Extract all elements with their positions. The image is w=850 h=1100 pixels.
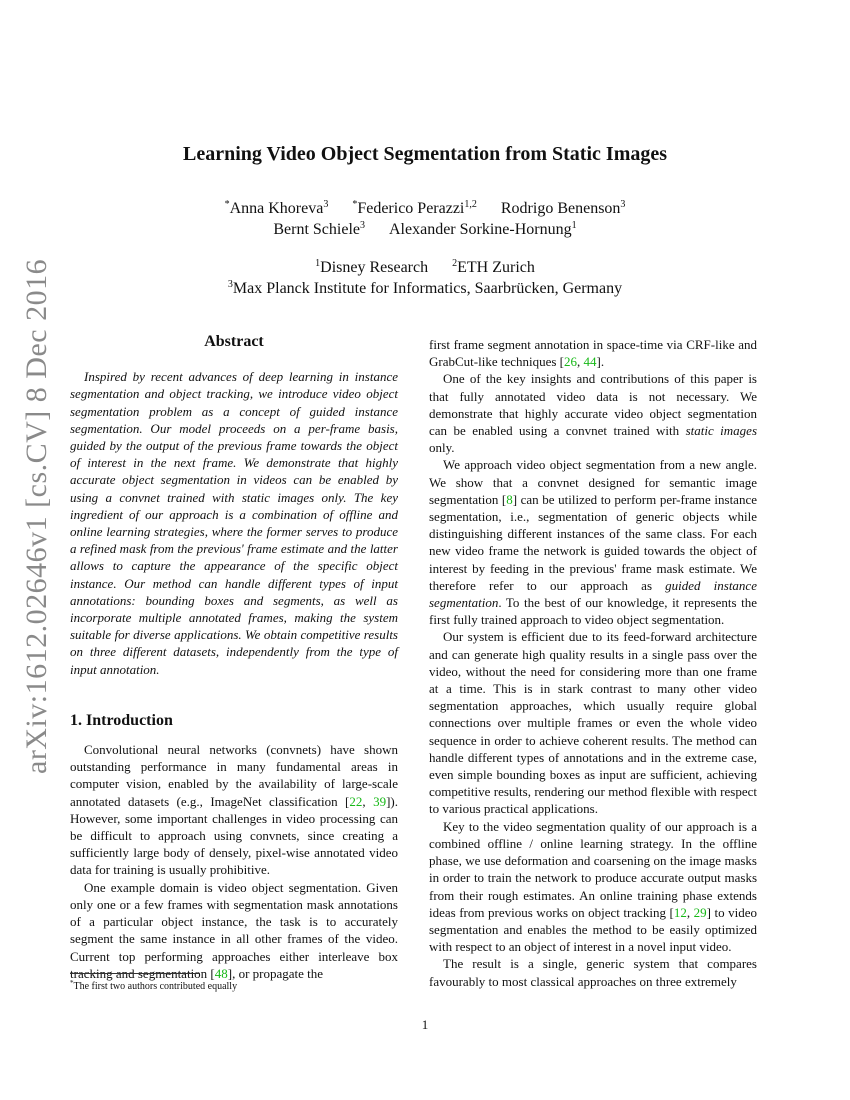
intro-paragraph-4: We approach video object segmentation from a new angle. We show that a convnet designed for semantic image segmentation [8] can be utilized to perform per-frame instance segmentation, i.e., segmentation of generic objects while distinguishing different instances of the same class. For each new video frame the network is guided towards the object of interest by feeding in the previous' frame mask estimate. We therefore refer to our approach as guided instance segmentation. To the best of our knowledge, it represents the first fully trained approach to video object segmentation. bbox=[429, 457, 757, 628]
intro-paragraph-6: Key to the video segmentation quality of our approach is a combined offline / online learning strategy. In the offline phase, we use deformation and coarsening on the image masks in order to train the network to produce accurate output masks from their rough estimates. An online training phase extends ideas from previous works on object tracking [12, 29] to video segmentation and enables the method to be easily optimized with respect to an object of interest in a novel input video. bbox=[429, 818, 758, 955]
abstract-text: Inspired by recent advances of deep learning in instance segmentation and object tracking, we introduce video object segmentation problem as a concept of guided instance segmentation. Our model proceeds on a per-frame basis, guided by the output of the previous frame towards the object of interest in the next frame. We demonstrate that highly accurate object segmentation in videos can be enabled by using a convnet trained with static images only. The key ingredient of our approach is a combination of offline and online learning strategies, where the former serves to produce a refined mask from the previous' frame estimate and the latter allows to capture the appearance of the specific object instance. Our method can handle different types of input annotations: bounding boxes and segments, as well as incorporate multiple annotated frames, making the system suitable for diverse applications. We obtain competitive results on three different datasets, independently from the type of input annotation. bbox=[70, 369, 398, 677]
citation-link[interactable]: 26 bbox=[564, 354, 578, 370]
citation-link[interactable]: 22 bbox=[349, 793, 363, 809]
intro-paragraph-7: The result is a single, generic system that compares favourably to most classical approaches on three extremely bbox=[429, 956, 757, 989]
author: Rodrigo Benenson$^3$ bbox=[500, 199, 626, 217]
affiliation: $^3$Max Planck Institute for Informatics, Saarbrücken, Germany bbox=[227, 279, 623, 297]
intro-paragraph-2: One example domain is video object segmentation. Given only one or a few frames with segmentation mask annotations of a particular object instance, the task is to accurately segment the same instance in all other frames of the video. Current top performing approaches either interleave box tracking and segmentation [48], or propagate the bbox=[70, 879, 398, 981]
citation-link[interactable]: 48 bbox=[214, 965, 228, 981]
arxiv-sidebar bbox=[18, 258, 58, 776]
author: *Federico Perazzi$^{1,2}$ bbox=[352, 199, 477, 217]
author: Alexander Sorkine-Hornung$^1$ bbox=[389, 220, 577, 238]
affiliation: $^2$ETH Zurich bbox=[452, 258, 535, 276]
citation-link[interactable]: 39 bbox=[373, 793, 387, 809]
abstract-heading: Abstract bbox=[204, 333, 264, 350]
intro-paragraph-1: Convolutional neural networks (convnets) have shown outstanding performance in many fundamental areas in computer vision, enabled by the availability of large-scale annotated datasets (e.g., ImageNet classification [22, 39]). However, some important challenges in video processing can be difficult to approach using convnets, since creating a sufficiently large body of densely, pixel-wise annotated video data for training is usually prohibitive. bbox=[70, 742, 398, 878]
section-heading-introduction: 1. Introduction bbox=[70, 711, 173, 729]
citation-link[interactable]: 29 bbox=[693, 904, 707, 920]
intro-paragraph-continued: first frame segment annotation in space-time via CRF-like and GrabCut-like techniques [26, 44]. bbox=[429, 337, 757, 370]
citation-link[interactable]: 44 bbox=[583, 354, 597, 370]
intro-paragraph-3: One of the key insights and contributions of this paper is that fully annotated video data is not necessary. We demonstrate that highly accurate video object segmentation can be enabled using a convnet trained with static images only. bbox=[429, 371, 757, 456]
author: Bernt Schiele$^3$ bbox=[273, 220, 365, 238]
paper-title: Learning Video Object Segmentation from Static Images bbox=[182, 143, 668, 165]
left-column bbox=[70, 333, 398, 982]
affiliation: $^1$Disney Research bbox=[315, 258, 429, 276]
arxiv-identifier: arXiv:1612.02646v1 [cs.CV] 8 Dec 2016 bbox=[20, 258, 53, 774]
affiliation-list bbox=[0, 257, 850, 299]
citation-link[interactable]: 8 bbox=[506, 491, 513, 507]
author: *Anna Khoreva$^3$ bbox=[224, 199, 329, 217]
right-column bbox=[429, 336, 757, 990]
intro-paragraph-5: Our system is efficient due to its feed-forward architecture and can generate high quality results in a single pass over the video, without the need for considering more than one frame at a time. This is in stark contrast to many other video segmentation approaches, which usually require global connections over multiple frames or even the whole video sequence in order to achieve coherent results. The method can handle different types of annotations and in the extreme case, even simple bounding boxes as input are sufficient, achieving competitive results, rendering our method flexible with respect to various practical applications. bbox=[429, 629, 757, 817]
footnote: *The first two authors contributed equally bbox=[70, 979, 238, 992]
page-number: 1 bbox=[421, 1017, 429, 1032]
author-list bbox=[0, 198, 850, 240]
footnote-rule bbox=[70, 973, 200, 974]
citation-link[interactable]: 12 bbox=[673, 904, 687, 920]
